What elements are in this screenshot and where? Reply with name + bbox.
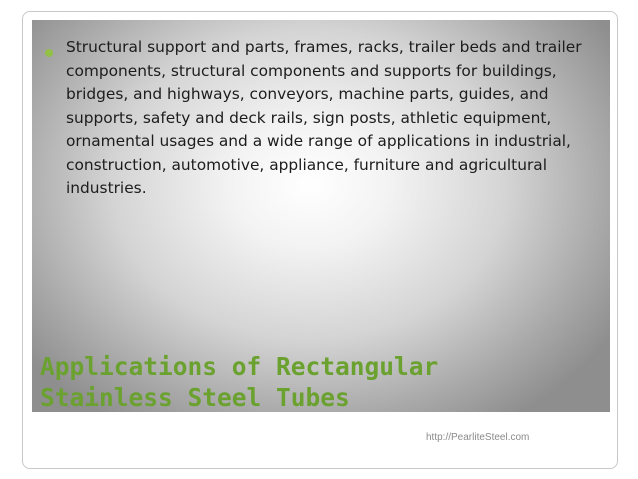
slide-title bbox=[40, 351, 600, 413]
slide-title-line-2: Stainless Steel Tubes bbox=[40, 383, 350, 412]
slide-title-line-1: Applications of Rectangular bbox=[40, 352, 439, 381]
footer-url: http://PearliteSteel.com bbox=[426, 432, 530, 443]
bullet-icon bbox=[45, 49, 53, 57]
bullet-text: Structural support and parts, frames, racks, trailer beds and trailer components, structural components and supports for buildings, bridges, and highways, conveyors, machine parts, guides, and supports, safety and deck rails, sign posts, athletic equipment, ornamental usages and a wide range of applications in industrial, construction, automotive, appliance, furniture and agricultural industries. bbox=[66, 38, 582, 197]
